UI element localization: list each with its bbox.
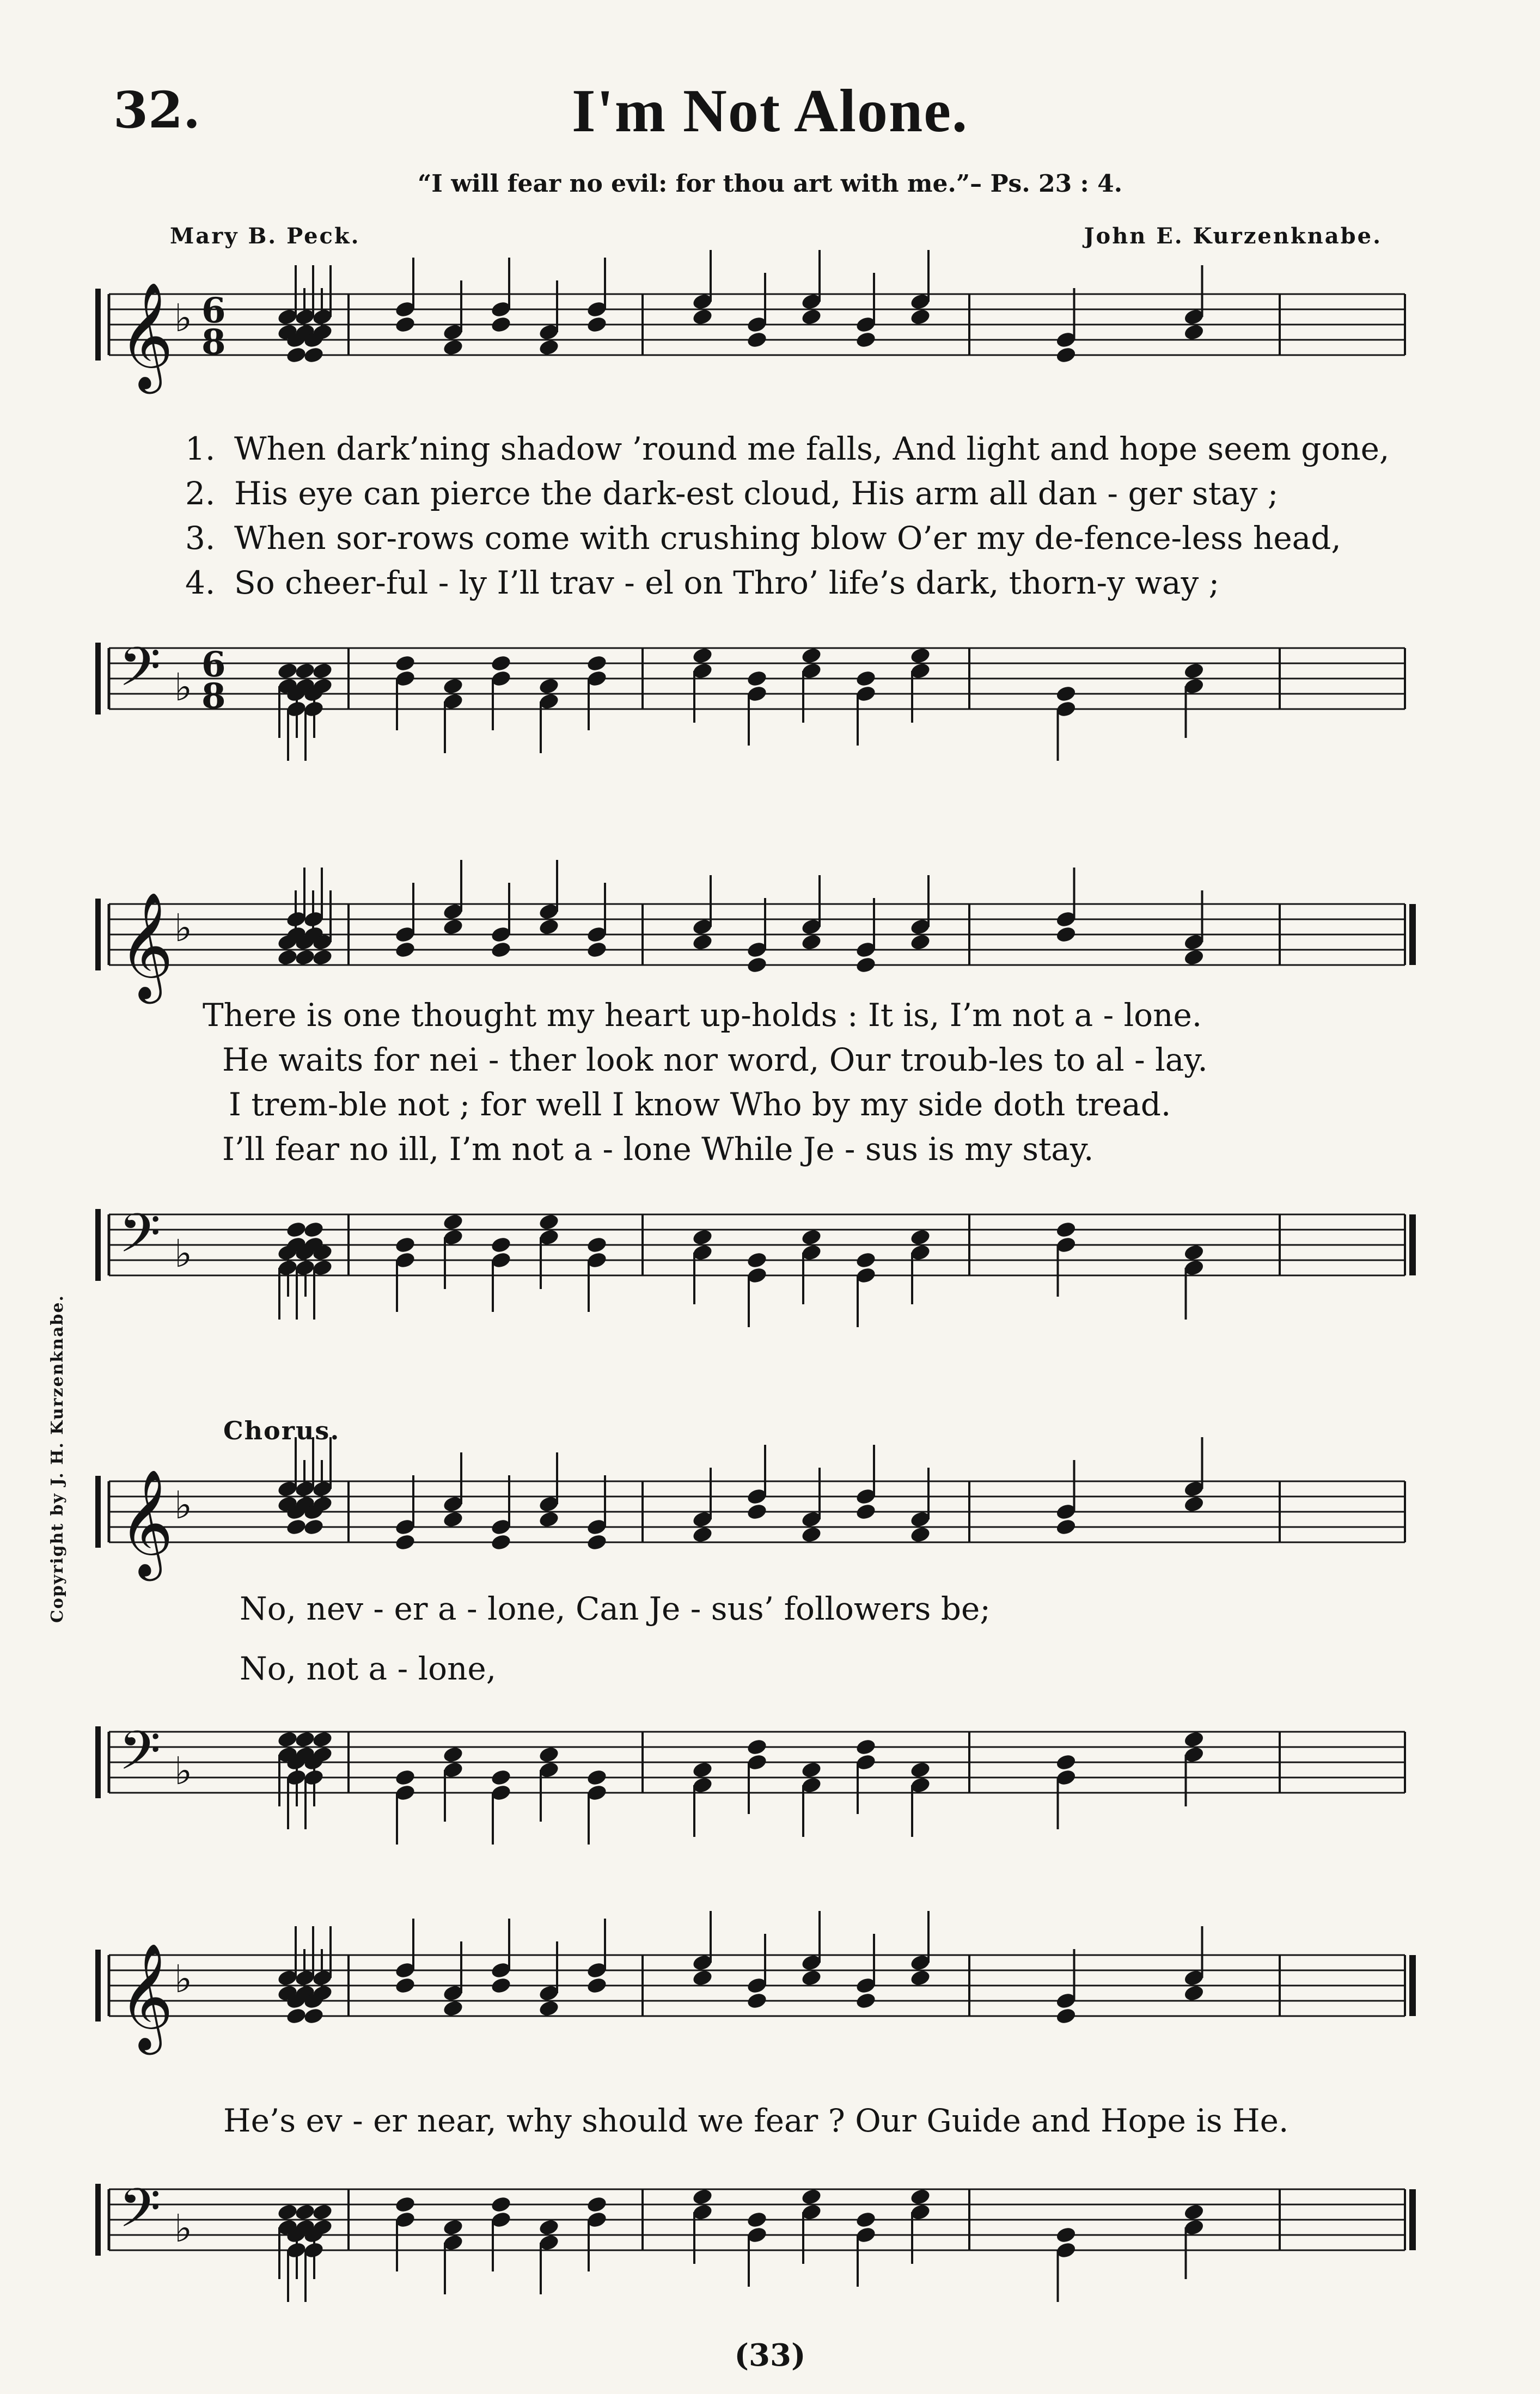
chorus-text: No, nev - er a - lone, Can Je - sus’ followers be;	[240, 1590, 991, 1627]
note-head	[442, 677, 464, 695]
flat-key-signature: ♭	[174, 2206, 193, 2251]
chorus-text: No, not a - lone,	[240, 1650, 497, 1687]
note-head	[692, 646, 713, 665]
note-head	[586, 2195, 608, 2214]
note-head	[746, 956, 768, 974]
note-head	[909, 308, 931, 326]
note-head	[1183, 2203, 1205, 2221]
note-head	[538, 918, 560, 936]
note-head	[1055, 346, 1077, 364]
time-signature-top: 6	[201, 644, 226, 685]
note-head	[303, 1220, 325, 1239]
time-signature-top: 6	[201, 290, 226, 331]
note-head	[855, 1738, 877, 1756]
note-head	[746, 1992, 768, 2010]
chorus-label: Chorus.	[223, 1416, 340, 1445]
note-head	[277, 662, 298, 680]
note-head	[277, 2203, 298, 2221]
note-head	[1055, 685, 1077, 703]
note-head	[692, 2188, 713, 2206]
verse-number: 4.	[185, 564, 216, 601]
flat-key-signature: ♭	[174, 296, 193, 340]
flat-key-signature: ♭	[174, 665, 193, 710]
treble-clef: 𝄞	[119, 1469, 174, 1577]
note-head	[692, 933, 713, 951]
verse-text: He waits for nei - ther look nor word, Our troub-les to al - lay.	[222, 1041, 1208, 1078]
note-head	[800, 1761, 822, 1779]
note-head	[294, 662, 316, 680]
note-head	[1055, 2007, 1077, 2025]
note-head	[855, 1251, 877, 1269]
note-head	[490, 1768, 512, 1787]
system-3-bass-staff	[0, 1710, 1540, 1852]
verse-text: There is one thought my heart up-holds : It is, I’m not a - lone.	[203, 997, 1202, 1034]
note-head	[746, 1251, 768, 1269]
time-signature-bottom: 8	[201, 676, 226, 717]
note-head	[586, 315, 608, 334]
note-head	[442, 2218, 464, 2237]
note-head	[442, 918, 464, 936]
note-head	[394, 2195, 416, 2214]
note-head	[909, 933, 931, 951]
verse-number: 2.	[185, 475, 216, 512]
system-4-treble-staff	[0, 1933, 1540, 2075]
verse-line	[203, 997, 1202, 1034]
treble-clef: 𝄞	[119, 282, 174, 389]
note-head	[586, 1236, 608, 1254]
note-head	[1055, 2226, 1077, 2244]
note-head	[490, 1533, 512, 1552]
note-head	[311, 948, 333, 967]
note-head	[800, 933, 822, 951]
note-head	[285, 2007, 307, 2025]
note-head	[1055, 925, 1077, 944]
note-head	[294, 1730, 316, 1749]
note-head	[909, 1525, 931, 1544]
note-head	[1183, 1984, 1205, 2002]
hymn-title: I'm Not Alone.	[572, 77, 968, 145]
note-head	[586, 1976, 608, 1995]
note-head	[692, 1969, 713, 1987]
note-head	[909, 1761, 931, 1779]
chorus-line	[240, 1650, 496, 1687]
treble-clef: 𝄞	[119, 1943, 174, 2050]
note-head	[1183, 1730, 1205, 1749]
bass-clef: 𝄢	[119, 2177, 161, 2253]
note-head	[311, 662, 333, 680]
note-head	[855, 956, 877, 974]
flat-key-signature: ♭	[174, 1749, 193, 1793]
note-head	[909, 646, 931, 665]
scripture-epigraph: “I will fear no evil: for thou art with me.”– Ps. 23 : 4.	[417, 170, 1123, 198]
verse-line	[222, 1041, 1208, 1078]
copyright-notice: Copyright by J. H. Kurzenknabe.	[48, 1294, 67, 1623]
note-head	[800, 646, 822, 665]
note-head	[800, 1525, 822, 1544]
note-head	[746, 1503, 768, 1521]
note-head	[746, 331, 768, 349]
note-head	[746, 1738, 768, 1756]
note-head	[490, 654, 512, 673]
system-1-treble-staff	[0, 272, 1540, 414]
note-head	[303, 346, 325, 364]
system-2-bass-staff	[0, 1193, 1540, 1334]
note-head	[285, 1220, 307, 1239]
note-head	[692, 1761, 713, 1779]
verse-number: 3.	[185, 520, 216, 557]
note-head	[692, 1228, 713, 1247]
note-head	[394, 940, 416, 959]
note-head	[442, 1999, 464, 2018]
note-head	[394, 654, 416, 673]
note-head	[800, 2188, 822, 2206]
flat-key-signature: ♭	[174, 1957, 193, 2001]
note-head	[394, 1976, 416, 1995]
note-head	[538, 1745, 560, 1764]
verse-line	[185, 430, 1389, 467]
note-head	[277, 948, 298, 967]
note-head	[1183, 662, 1205, 680]
treble-clef: 𝄞	[119, 891, 174, 999]
note-head	[538, 677, 560, 695]
note-head	[855, 1992, 877, 2010]
bass-clef: 𝄢	[119, 1202, 161, 1278]
note-head	[311, 2203, 333, 2221]
note-head	[800, 308, 822, 326]
system-3-treble-staff	[0, 1459, 1540, 1601]
final-text: He’s ev - er near, why should we fear ? Our Guide and Hope is He.	[223, 2102, 1289, 2139]
note-head	[490, 2195, 512, 2214]
flat-key-signature: ♭	[174, 1231, 193, 1276]
bass-clef: 𝄢	[119, 1720, 161, 1796]
note-head	[442, 1213, 464, 1231]
verse-text: I’ll fear no ill, I’m not a - lone While Je - sus is my stay.	[222, 1131, 1094, 1168]
note-head	[1055, 1220, 1077, 1239]
note-head	[394, 1533, 416, 1552]
note-head	[442, 338, 464, 357]
note-head	[692, 1525, 713, 1544]
note-head	[1183, 323, 1205, 341]
note-head	[538, 1510, 560, 1529]
note-head	[800, 1969, 822, 1987]
final-line	[223, 2102, 1288, 2139]
note-head	[394, 1236, 416, 1254]
note-head	[800, 1228, 822, 1247]
note-head	[586, 654, 608, 673]
note-head	[394, 315, 416, 334]
note-head	[294, 948, 316, 967]
note-head	[1055, 1518, 1077, 1536]
note-head	[394, 1768, 416, 1787]
note-head	[285, 1518, 307, 1536]
composer-credit: John E. Kurzenknabe.	[1084, 223, 1382, 249]
note-head	[1183, 1495, 1205, 1513]
note-head	[311, 1730, 333, 1749]
note-head	[277, 1730, 298, 1749]
note-head	[538, 338, 560, 357]
note-head	[855, 2210, 877, 2229]
note-head	[1183, 948, 1205, 967]
verse-text: So cheer-ful - ly I’ll trav - el on Thro’ life’s dark, thorn-y way ;	[234, 564, 1220, 601]
chorus-line	[240, 1590, 991, 1627]
note-head	[303, 1518, 325, 1536]
system-4-bass-staff	[0, 2167, 1540, 2309]
note-head	[909, 1969, 931, 1987]
note-head	[855, 331, 877, 349]
note-head	[746, 669, 768, 688]
page-number: (33)	[734, 2337, 806, 2373]
note-head	[746, 2210, 768, 2229]
verse-text: When dark’ning shadow ’round me falls, And light and hope seem gone,	[234, 430, 1390, 467]
note-head	[538, 2218, 560, 2237]
note-head	[490, 1976, 512, 1995]
note-head	[538, 1213, 560, 1231]
verse-text: I trem-ble not ; for well I know Who by my side doth tread.	[229, 1086, 1171, 1123]
note-head	[855, 1503, 877, 1521]
system-1-bass-staff	[0, 626, 1540, 768]
time-signature-bottom: 8	[201, 322, 226, 363]
note-head	[1183, 1243, 1205, 1262]
bass-clef: 𝄢	[119, 636, 161, 712]
verse-line	[229, 1086, 1171, 1123]
note-head	[490, 1236, 512, 1254]
note-head	[909, 1228, 931, 1247]
note-head	[692, 308, 713, 326]
verse-line	[222, 1131, 1093, 1168]
note-head	[855, 669, 877, 688]
note-head	[490, 940, 512, 959]
note-head	[303, 2007, 325, 2025]
note-head	[285, 346, 307, 364]
flat-key-signature: ♭	[174, 1483, 193, 1528]
verse-text: His eye can pierce the dark-est cloud, His arm all dan - ger stay ;	[234, 475, 1279, 512]
note-head	[586, 1533, 608, 1552]
note-head	[442, 1510, 464, 1529]
verse-number: 1.	[185, 430, 216, 467]
note-head	[586, 940, 608, 959]
note-head	[294, 2203, 316, 2221]
verse-line	[185, 520, 1341, 557]
note-head	[1055, 1753, 1077, 1772]
verse-line	[185, 475, 1278, 512]
note-head	[538, 1999, 560, 2018]
flat-key-signature: ♭	[174, 906, 193, 950]
note-head	[490, 315, 512, 334]
hymn-number: 32.	[113, 81, 201, 139]
verse-text: When sor-rows come with crushing blow O’er my de-fence-less head,	[234, 520, 1341, 557]
author-credit: Mary B. Peck.	[170, 223, 360, 249]
note-head	[909, 2188, 931, 2206]
note-head	[442, 1745, 464, 1764]
verse-line	[185, 564, 1219, 601]
note-head	[586, 1768, 608, 1787]
